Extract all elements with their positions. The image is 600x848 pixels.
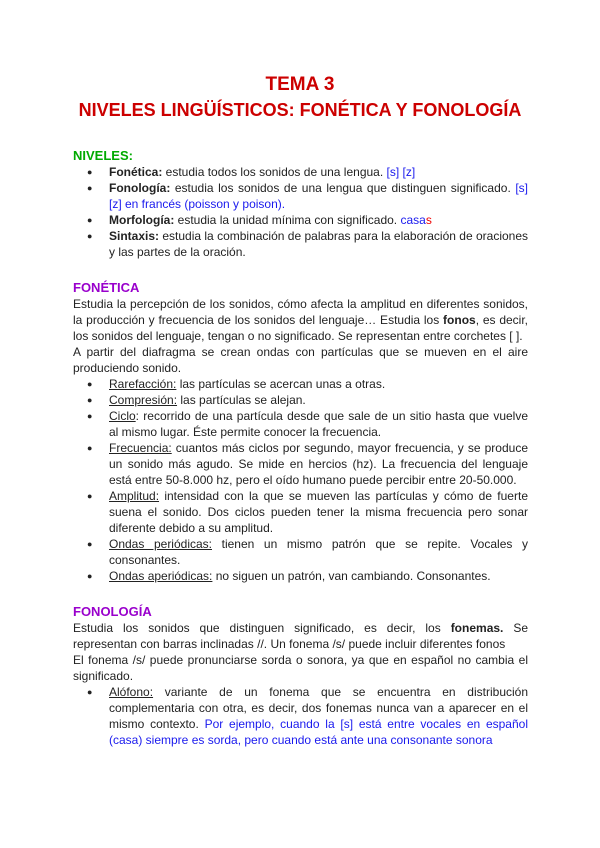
definition: intensidad con la que se mueven las partículas y cómo de fuerte suena el sonido. Dos ciclos pueden tener la misma frecuencia pero sonar diferente debido a su amplitud. (109, 489, 528, 535)
list-item (109, 440, 528, 488)
definition: estudia los sonidos de una lengua que distinguen significado. (170, 181, 516, 195)
definition: cuantos más ciclos por segundo, mayor frecuencia, y se produce un sonido más agudo. Se mide en hercios (hz). La frecuencia del lenguaje está entre 50-8.000 hz, pero el oído humano puede percibir entre 20-50.000. (109, 441, 528, 487)
term: Fonética: (109, 165, 163, 179)
niveles-list (73, 164, 528, 260)
definition: no siguen un patrón, van cambiando. Consonantes. (212, 569, 491, 583)
list-item (109, 180, 528, 212)
definition: variante de un fonema que se encuentra en distribución complementaria con otra, es decir, dos fonemas nunca van a aparecer en el mismo contexto. (109, 685, 528, 731)
definition: las partículas se acercan unas a otras. (176, 377, 386, 391)
keyword: fonos (443, 313, 476, 327)
text: , es decir, los sonidos del lenguaje, tengan o no significado. Se representan entre corchetes [ ]. (73, 313, 528, 343)
example: [s] [z] (386, 165, 416, 179)
section-niveles (73, 148, 528, 260)
example-suffix: s (425, 213, 432, 227)
term: Amplitud: (109, 489, 160, 503)
text: Estudia la percepción de los sonidos, cómo afecta la amplitud en diferentes sonidos, la producción y frecuencia de los sonidos del lenguaje… Estudia los (73, 297, 528, 327)
term: Morfología: (109, 213, 175, 227)
text: Se representan con barras inclinadas //. Un fonema /s/ puede incluir diferentes fonos (73, 621, 528, 651)
fonetica-list (73, 376, 528, 584)
list-item (109, 684, 528, 748)
definition: las partículas se alejan. (177, 393, 306, 407)
page-title: TEMA 3 (265, 74, 335, 95)
paragraph: El fonema /s/ puede pronunciarse sorda o sonora, ya que en español no cambia el significado. (73, 653, 528, 683)
page-subtitle: NIVELES LINGÜÍSTICOS: FONÉTICA Y FONOLOGÍA (78, 100, 522, 120)
list-item (109, 212, 528, 228)
list-item (109, 376, 528, 392)
list-item (109, 488, 528, 536)
definition: estudia todos los sonidos de una lengua. (162, 165, 387, 179)
definition: estudia la combinación de palabras para la elaboración de oraciones y las partes de la oración. (109, 229, 528, 259)
term: Fonología: (109, 181, 171, 195)
term: Sintaxis: (109, 229, 160, 243)
section-fonologia (73, 604, 528, 748)
section-fonetica (73, 280, 528, 584)
example: [s] [z] en francés (poisson y poison). (109, 181, 528, 211)
term: Alófono: (109, 685, 154, 699)
section-heading-fonologia: FONOLOGÍA (73, 604, 152, 619)
keyword: fonemas. (450, 621, 504, 635)
paragraph: A partir del diafragma se crean ondas con partículas que se mueven en el aire produciendo sonido. (73, 345, 528, 375)
term: Ondas aperiódicas: (109, 569, 213, 583)
section-heading-fonetica: FONÉTICA (73, 280, 140, 295)
list-item (109, 228, 528, 260)
term: Compresión: (109, 393, 178, 407)
list-item (109, 392, 528, 408)
list-item (109, 408, 528, 440)
definition: tienen un mismo patrón que se repite. Vocales y consonantes. (109, 537, 528, 567)
definition: : recorrido de una partícula desde que sale de un sitio hasta que vuelve al mismo lugar. Éste permite conocer la frecuencia. (109, 409, 528, 439)
definition: estudia la unidad mínima con significado. (174, 213, 401, 227)
term: Ciclo (109, 409, 136, 423)
text: Estudia los sonidos que distinguen significado, es decir, los (73, 621, 451, 635)
term: Ondas periódicas: (109, 537, 212, 551)
term: Rarefacción: (109, 377, 177, 391)
example: Por ejemplo, cuando la [s] está entre vocales en español (casa) siempre es sorda, pero cuando está ante una consonante sonora (109, 717, 528, 747)
paragraph (73, 620, 528, 652)
fonologia-list (73, 684, 528, 748)
list-item (109, 568, 528, 584)
list-item (109, 164, 528, 180)
term: Frecuencia: (109, 441, 172, 455)
list-item (109, 536, 528, 568)
paragraph (73, 296, 528, 344)
example: casa (400, 213, 426, 227)
section-heading-niveles: NIVELES: (73, 148, 133, 163)
